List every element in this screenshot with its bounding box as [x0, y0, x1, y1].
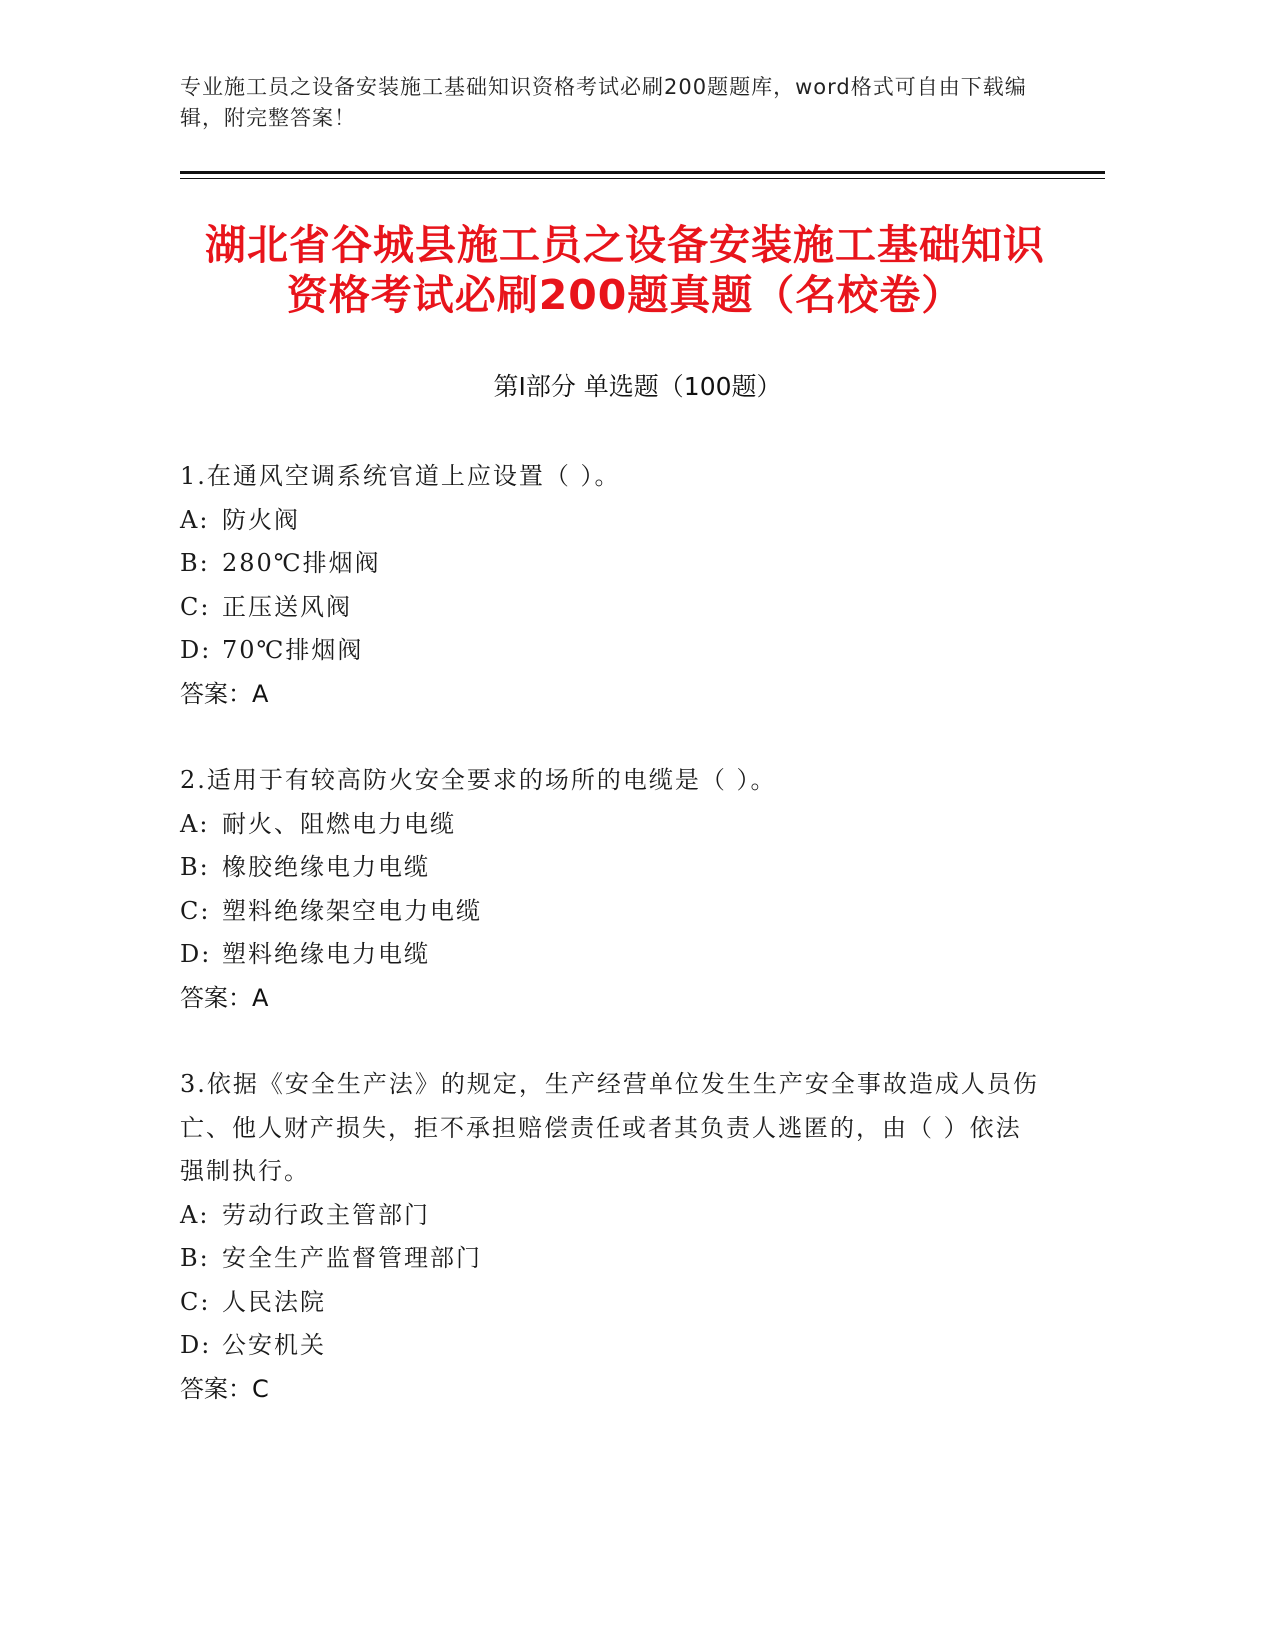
section-heading: 第Ⅰ部分 单选题（100题） [493, 372, 782, 401]
option-text: 劳动行政主管部门 [222, 1200, 430, 1229]
option-letter: A: [180, 505, 210, 534]
option-text: 塑料绝缘架空电力电缆 [222, 896, 482, 925]
option-letter: D: [180, 636, 212, 664]
option-text: 公安机关 [222, 1331, 326, 1359]
answer-label: 答案：A [180, 983, 269, 1012]
option-b [180, 542, 1040, 586]
option-text: 安全生产监督管理部门 [222, 1244, 482, 1272]
header-note: 专业施工员之设备安装施工基础知识资格考试必刷200题题库，word格式可自由下载编辑，附完整答案！ [180, 75, 1027, 130]
document-title: 湖北省谷城县施工员之设备安装施工基础知识资格考试必刷200题真题（名校卷） [205, 221, 1045, 319]
option-d [180, 1324, 1040, 1368]
option-letter: B: [180, 1244, 210, 1272]
question-item [180, 759, 1040, 1020]
option-letter: D: [180, 940, 212, 968]
option-b [180, 1237, 1040, 1281]
question-item [180, 455, 1040, 716]
answer-label: 答案：A [180, 679, 269, 708]
option-c [180, 586, 1040, 630]
option-text: 耐火、阻燃电力电缆 [222, 809, 456, 838]
option-text: 正压送风阀 [222, 592, 352, 621]
option-text: 防火阀 [222, 505, 300, 534]
option-a [180, 499, 1040, 543]
question-text: 1.在通风空调系统官道上应设置（ ）。 [180, 462, 621, 490]
header-rule-thin [180, 178, 1105, 179]
option-letter: C: [180, 592, 211, 621]
option-letter: A: [180, 809, 210, 838]
header-rule-thick [180, 171, 1105, 174]
option-text: 人民法院 [222, 1287, 326, 1316]
option-letter: B: [180, 549, 210, 577]
option-a [180, 1194, 1040, 1238]
question-text: 2.适用于有较高防火安全要求的场所的电缆是（ ）。 [180, 766, 777, 794]
question-list [180, 455, 1040, 1454]
question-item [180, 1063, 1040, 1411]
option-letter: A: [180, 1200, 210, 1229]
option-letter: C: [180, 896, 211, 925]
option-c [180, 1281, 1040, 1325]
option-a [180, 803, 1040, 847]
option-d [180, 933, 1040, 977]
option-text: 橡胶绝缘电力电缆 [222, 853, 430, 881]
option-b [180, 846, 1040, 890]
option-letter: C: [180, 1287, 211, 1316]
option-d [180, 629, 1040, 673]
option-letter: B: [180, 853, 210, 881]
option-letter: D: [180, 1331, 212, 1359]
question-text: 3.依据《安全生产法》的规定，生产经营单位发生生产安全事故造成人员伤亡、他人财产损失，拒不承担赔偿责任或者其负责人逃匿的，由（ ）依法强制执行。 [180, 1070, 1039, 1185]
answer-label: 答案：C [180, 1374, 269, 1403]
option-text: 70℃排烟阀 [222, 636, 364, 664]
option-c [180, 890, 1040, 934]
option-text: 塑料绝缘电力电缆 [222, 940, 430, 968]
option-text: 280℃排烟阀 [222, 549, 381, 577]
